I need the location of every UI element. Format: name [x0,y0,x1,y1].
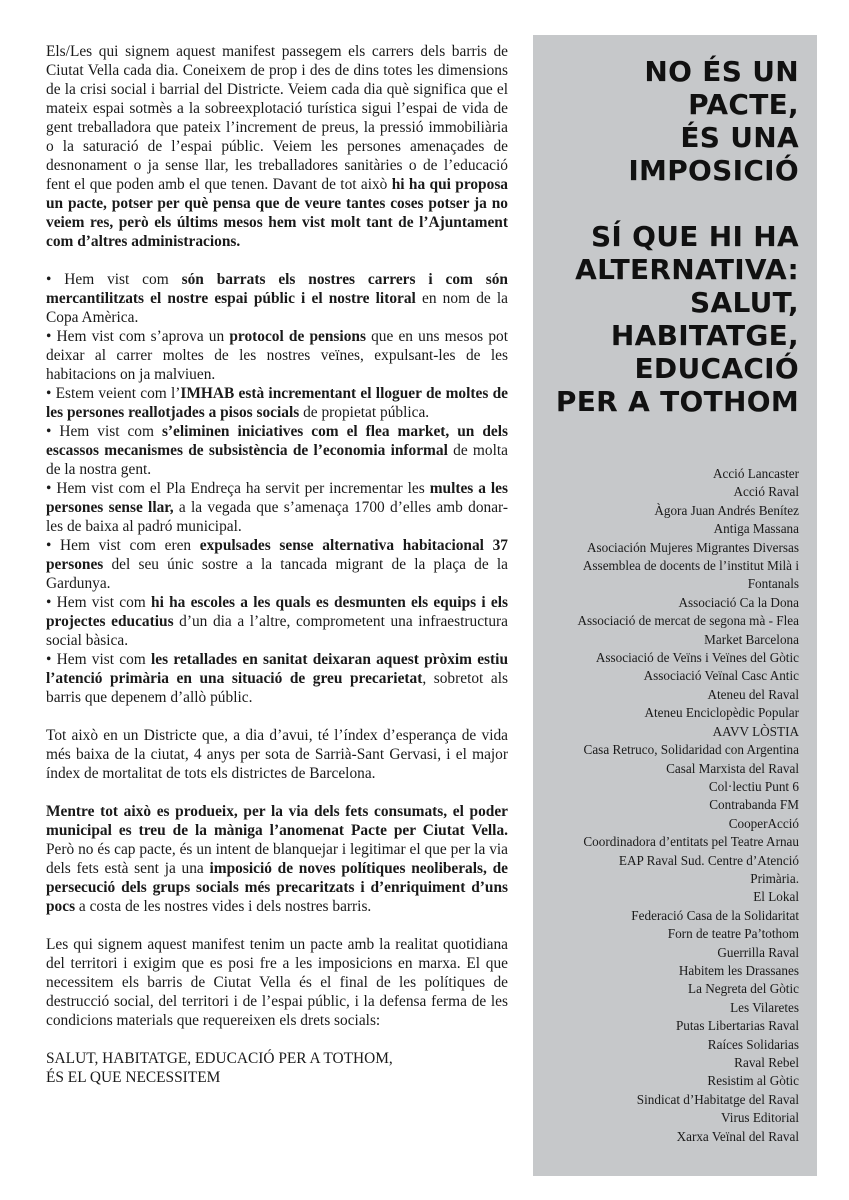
signatory-item: Habitem les Drassanes [678,962,799,978]
signatory-item: Primària. [750,870,799,886]
intro-text: Els/Les qui signem aquest manifest passegem els carrers dels barris de Ciutat Vella cada dia. Coneixem de prop i des de dins totes les dimensions de la crisi social i barrial del Districte. Veiem cada dia què significa que el mateix espai sotmès a la sobreexplotació turística sigui l’espai de vida de gent treballadora que pateix l’increment de preus, la pressió immobiliària o la saturació de l’espai públic. Veiem les persones amenaçades de desnonament o ja sense llar, les treballadores sanitàries o de l’educació fent el que poden amb el que tenen. Davant de tot això [46,43,508,193]
sidebar-panel [533,35,817,1176]
manifest-body [46,42,508,1106]
bullet-item: • Hem vist com s’aprova un protocol de pensions que en uns mesos pot deixar al carrer moltes de les nostres veïnes, expulsant-les de les habitacions on ja malviuen. [46,328,508,383]
signatory-item: Sindicat d’Habitatge del Raval [636,1091,799,1107]
signatory-item: Col·lectiu Punt 6 [708,778,799,794]
bullet-item: • Hem vist com són barrats els nostres carrers i com són mercantilitzats el nostre espai públic i el nostre litoral en nom de la Copa Amèrica. [46,271,508,326]
headline-line: ALTERNATIVA: [575,253,799,286]
signatory-item: Acció Raval [733,484,799,500]
signatory-item: Putas Libertarias Raval [675,1018,799,1034]
signatory-item: Guerrilla Raval [717,944,799,960]
headline-line: SALUT, [690,286,799,319]
closing-paragraph: Les qui signem aquest manifest tenim un pacte amb la realitat quotidiana del territori i exigim que es posi fre a les imposicions en marxa. El que necessitem els barris de Ciutat Vella és el final de les polítiques de destrucció social, del territori i de l’espai públic, i la defensa ferma de les condicions materials que requereixen els drets socials: [46,936,508,1029]
signatory-item: Associació Veïnal Casc Antic [643,668,799,684]
headline-line: ÉS UNA [680,121,799,154]
bullet-item: • Estem veient com l’IMHAB està incrementant el lloguer de moltes de les persones reallotjades a pisos socials de propietat pública. [46,385,508,421]
signatory-item: Fontanals [747,576,799,592]
signatory-item: Asociación Mujeres Migrantes Diversas [586,539,799,555]
signatory-item: Casa Retruco, Solidaridad con Argentina [583,742,799,758]
headline-line: PER A TOTHOM [555,385,799,418]
signatory-item: Àgora Juan Andrés Benítez [654,502,799,518]
signatory-item: Casal Marxista del Raval [666,760,799,776]
signatory-item: Ateneu Enciclopèdic Popular [644,705,799,721]
signatory-list [549,465,799,1146]
signatory-item: El Lokal [753,889,799,905]
signatory-item: Virus Editorial [721,1110,799,1126]
signatory-item: Acció Lancaster [712,466,799,481]
pacte-paragraph: Mentre tot això es produeix, per la via dels fets consumats, el poder municipal es treu de la màniga l’anomenat Pacte per Ciutat Vella. Però no és cap pacte, és un intent de blanquejar i legitimar el que per la via dels fets està sent ja una imposició de noves polítiques neoliberals, de persecució dels grups socials més precaritzats i d’enriquiment d’uns pocs a costa de les nostres vides i dels nostres barris. [46,803,509,915]
signatory-item: AAVV LÒSTIA [712,723,799,739]
bullet-item: • Hem vist com eren expulsades sense alternativa habitacional 37 persones del seu únic sostre a la tancada migrant de la plaça de la Gardunya. [46,537,508,592]
headline-line: PACTE, [688,88,799,121]
signatory-item: Contrabanda FM [709,797,799,813]
signatory-item: Xarxa Veïnal del Raval [676,1128,799,1144]
signatory-item: Associació de Veïns i Veïnes del Gòtic [595,650,799,666]
signatory-item: Market Barcelona [704,631,799,647]
headline-line: SÍ QUE HI HA [590,220,799,253]
signatory-item: EAP Raval Sud. Centre d’Atenció [618,852,799,868]
signatory-item: Antiga Massana [713,521,799,537]
bullet-list [46,270,508,707]
intro-paragraph [46,42,508,251]
slogan-line: SALUT, HABITATGE, EDUCACIÓ PER A TOTHOM, [46,1050,393,1067]
signatory-item: Associació de mercat de segona mà - Flea [577,613,799,629]
intro-text-bold: hi ha qui proposa un pacte, potser per què pensa que de veure tantes coses potser ja no veiem res, però els últims mesos hem vist molt tant de l’Ajuntament com d’altres administracions. [46,176,509,250]
slogan [46,1049,508,1087]
signatory-item: Assemblea de docents de l’institut Milà i [582,558,799,574]
headline-line: NO ÉS UN [644,55,799,88]
signatory-item: La Negreta del Gòtic [688,981,799,997]
signatory-item: CooperAcció [728,815,799,831]
signatory-item: Les Vilaretes [730,999,799,1015]
bullet-item: • Hem vist com les retallades en sanitat deixaran aquest pròxim estiu l’atenció primària en una situació de greu precarietat, sobretot als barris que depenem d’allò públic. [46,651,509,706]
bullet-item: • Hem vist com s’eliminen iniciatives com el flea market, un dels escassos mecanismes de subsistència de l’economia informal de molta de la nostra gent. [46,423,508,478]
signatory-item: Resistim al Gòtic [707,1073,799,1089]
bullet-item: • Hem vist com hi ha escoles a les quals es desmunten els equips i els projectes educatius d’un dia a l’altre, comprometent una infraestructura social bàsica. [46,594,508,649]
bullet-item: • Hem vist com el Pla Endreça ha servit per incrementar les multes a les persones sense llar, a la vegada que s’amenaça 1700 d’elles amb donar-les de baixa al padró municipal. [46,480,508,535]
signatory-item: Associació Ca la Dona [678,594,799,610]
headline-line: HABITATGE, [610,319,799,352]
headline-line: EDUCACIÓ [634,352,799,385]
signatory-item: Raíces Solidarias [707,1036,799,1052]
headline-line: IMPOSICIÓ [628,154,799,187]
signatory-item: Coordinadora d’entitats pel Teatre Arnau [583,834,799,850]
district-paragraph: Tot això en un Districte que, a dia d’avui, té l’índex d’esperança de vida més baixa de la ciutat, 4 anys per sota de Sarrià-Sant Gervasi, i el major índex de mortalitat de tots els districtes de Barcelona. [46,727,508,782]
signatory-item: Raval Rebel [734,1055,799,1070]
slogan-line: ÉS EL QUE NECESSITEM [46,1069,221,1086]
headline [549,55,799,418]
signatory-item: Federació Casa de la Solidaritat [631,907,799,923]
signatory-item: Ateneu del Raval [707,686,799,702]
signatory-item: Forn de teatre Pa’tothom [667,926,799,942]
